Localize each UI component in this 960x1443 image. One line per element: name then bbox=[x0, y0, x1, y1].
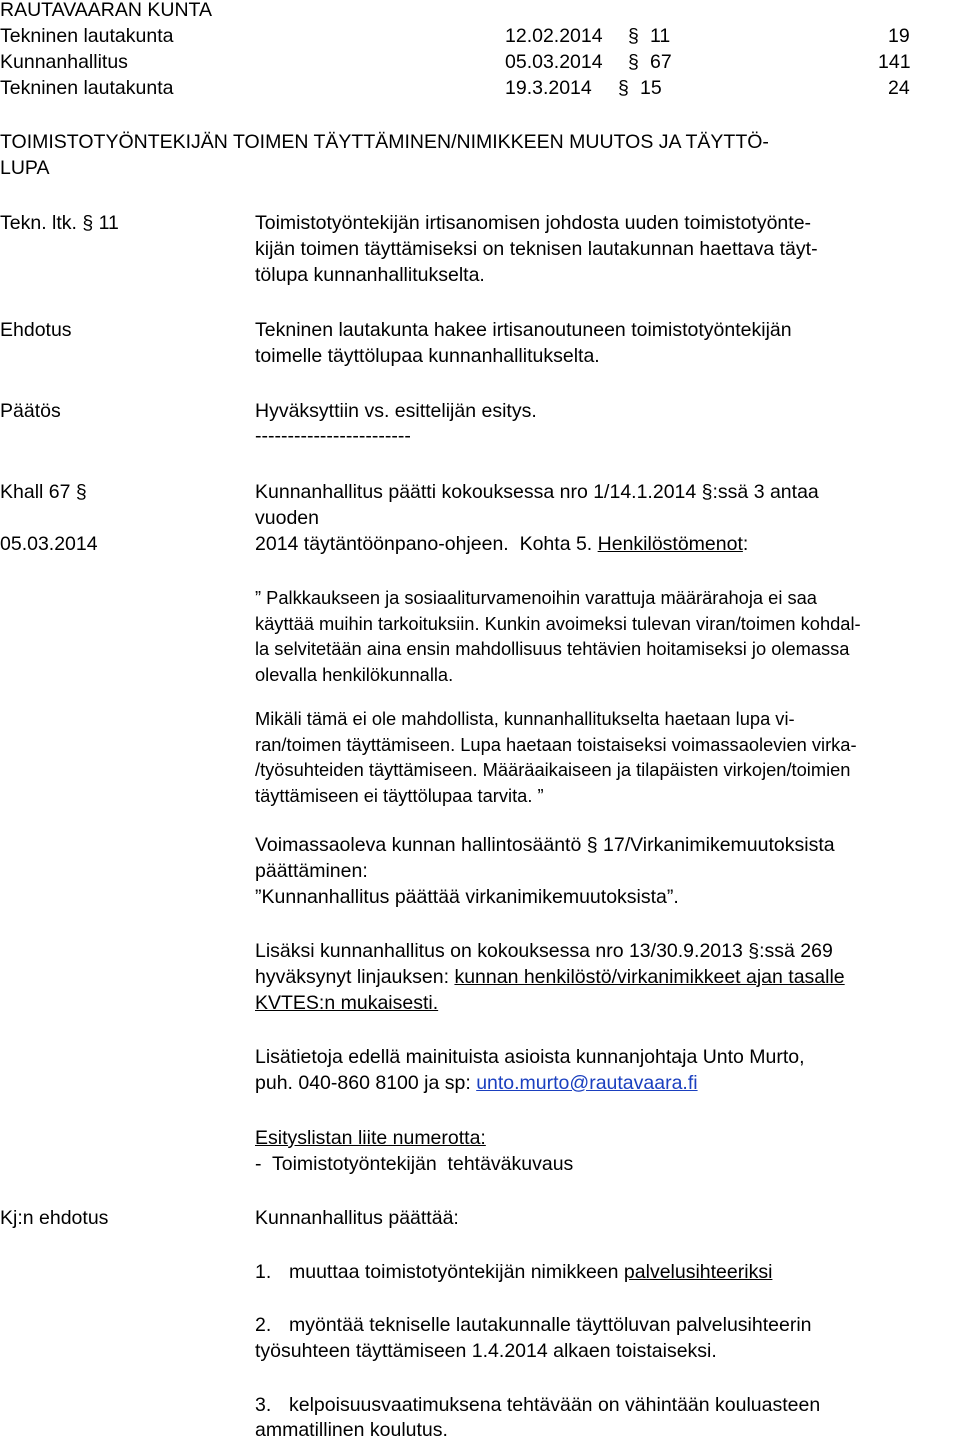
section-number: 11 bbox=[98, 212, 119, 234]
dashed-rule: ------------------------ bbox=[255, 425, 411, 447]
khall-text: 2014 täytäntöönpano-ohjeen. bbox=[255, 533, 509, 555]
organization-name: RAUTAVAARAN KUNTA bbox=[0, 0, 212, 21]
khall-date: 05.03.2014 bbox=[0, 533, 98, 555]
section-sign: § bbox=[618, 77, 629, 99]
list-item-text: ammatillinen koulutus. bbox=[255, 1419, 448, 1441]
quote-line: /työsuhteiden täyttämiseen. Määräaikaiseen ja tilapäisten virkojen/toimien bbox=[255, 759, 851, 780]
list-item-text: muuttaa toimistotyöntekijän nimikkeen bbox=[289, 1261, 619, 1283]
attachment-item: - Toimistotyöntekijän tehtäväkuvaus bbox=[255, 1153, 574, 1175]
khall-label bbox=[0, 479, 87, 505]
contact-line1: Lisätietoja edellä mainituista asioista kunnanjohtaja Unto Murto, bbox=[255, 1046, 805, 1068]
khall-text: Kunnanhallitus päätti kokouksessa nro 1/14.1.2014 bbox=[255, 481, 697, 503]
tekn-label bbox=[0, 210, 119, 236]
section-number: 67 bbox=[650, 51, 672, 73]
khall-text-line2 bbox=[255, 531, 748, 557]
section-sign: § bbox=[75, 481, 87, 503]
page-number: 19 bbox=[888, 25, 910, 47]
quote-line: ” Palkkaukseen ja sosiaaliturvamenoihin varattuja määrärahoja ei saa bbox=[255, 587, 817, 608]
attachment-heading: Esityslistan liite numerotta: bbox=[255, 1127, 486, 1149]
section-sign: § bbox=[701, 481, 713, 503]
khall-text-line1c: vuoden bbox=[255, 507, 319, 529]
khall-text: : bbox=[742, 533, 749, 555]
list-item-number: 2. bbox=[255, 1314, 272, 1336]
ehdotus-text-line: toimelle täyttölupaa kunnanhallitukselta. bbox=[255, 345, 600, 367]
page-number: 141 bbox=[878, 51, 911, 73]
meeting-date: 19.3.2014 bbox=[505, 77, 592, 99]
lisaksi-text: Lisäksi kunnanhallitus on kokouksessa nro 13/30.9.2013 bbox=[255, 940, 743, 962]
khall-section: Khall 67 bbox=[0, 481, 71, 503]
hallinto-line1 bbox=[255, 832, 835, 858]
lisaksi-line3: KVTES:n mukaisesti. bbox=[255, 992, 439, 1014]
quote-line: käyttää muihin tarkoituksiin. Kunkin avoimeksi tulevan viran/toimen kohdal- bbox=[255, 612, 861, 634]
paatos-label: Päätös bbox=[0, 400, 61, 422]
ehdotus-text-line: Tekninen lautakunta hakee irtisanoutuneen toimistotyöntekijän bbox=[255, 319, 792, 341]
list-item-text: myöntää tekniselle lautakunnalle täyttöluvan palvelusihteerin bbox=[289, 1314, 812, 1336]
underlined-text: palvelusihteeriksi bbox=[623, 1261, 773, 1283]
hallinto-text: 17/Virkanimikemuutoksista bbox=[603, 834, 835, 856]
contact-text: puh. 040-860 8100 ja sp: bbox=[255, 1072, 471, 1094]
tekn-text-line: Toimistotyöntekijän irtisanomisen johdosta uuden toimistotyönte- bbox=[255, 212, 812, 234]
list-item-number: 3. bbox=[255, 1394, 272, 1416]
section-sign: § bbox=[82, 212, 94, 234]
hallinto-line2: päättäminen: bbox=[255, 860, 368, 882]
list-item-text: kelpoisuusvaatimuksena tehtävään on vähintään kouluasteen bbox=[289, 1394, 821, 1416]
underlined-text: kunnan henkilöstö/virkanimikkeet ajan tasalle bbox=[454, 966, 845, 988]
lisaksi-text: :ssä 269 bbox=[759, 940, 833, 962]
meeting-body: Kunnanhallitus bbox=[0, 51, 128, 73]
section-sign: § bbox=[748, 940, 760, 962]
kj-label: Kj:n ehdotus bbox=[0, 1207, 109, 1229]
meeting-date: 12.02.2014 bbox=[505, 25, 603, 47]
hallinto-line3: ”Kunnanhallitus päättää virkanimikemuutoksista”. bbox=[255, 886, 679, 908]
kj-intro: Kunnanhallitus päättää: bbox=[255, 1207, 459, 1229]
meeting-date: 05.03.2014 bbox=[505, 51, 603, 73]
lisaksi-line2 bbox=[255, 964, 845, 990]
quote-line: Mikäli tämä ei ole mahdollista, kunnanhallitukselta haetaan lupa vi- bbox=[255, 708, 795, 729]
page-number: 24 bbox=[888, 77, 910, 99]
contact-line2 bbox=[255, 1070, 698, 1096]
document-title-line1: TOIMISTOTYÖNTEKIJÄN TOIMEN TÄYTTÄMINEN/NIMIKKEEN MUUTOS JA TÄYTTÖ- bbox=[0, 131, 769, 153]
hallinto-text: Voimassaoleva kunnan hallintosääntö bbox=[255, 834, 582, 856]
email-link[interactable]: unto.murto@rautavaara.fi bbox=[476, 1072, 698, 1094]
section-number: 11 bbox=[650, 25, 671, 47]
khall-text: Kohta 5. bbox=[519, 533, 593, 555]
section-sign: § bbox=[628, 25, 639, 47]
khall-text-line1 bbox=[255, 479, 819, 505]
tekn-text-line: tölupa kunnanhallitukselta. bbox=[255, 264, 485, 286]
meeting-body: Tekninen lautakunta bbox=[0, 25, 174, 47]
paatos-text: Hyväksyttiin vs. esittelijän esitys. bbox=[255, 400, 537, 422]
khall-text: :ssä 3 antaa bbox=[712, 481, 819, 503]
list-item-text: työsuhteen täyttämiseen 1.4.2014 alkaen toistaiseksi. bbox=[255, 1340, 717, 1362]
lisaksi-text: hyväksynyt linjauksen: bbox=[255, 966, 450, 988]
section-number: 15 bbox=[640, 77, 662, 99]
quote-block-1 bbox=[255, 585, 861, 687]
list-item-text bbox=[289, 1259, 772, 1285]
section-sign: § bbox=[628, 51, 639, 73]
ehdotus-label: Ehdotus bbox=[0, 319, 72, 341]
underlined-heading: Henkilöstömenot bbox=[597, 533, 743, 555]
lisaksi-line1 bbox=[255, 938, 833, 964]
list-item-number: 1. bbox=[255, 1261, 272, 1283]
tekn-body: Tekn. ltk. bbox=[0, 212, 77, 234]
meeting-body: Tekninen lautakunta bbox=[0, 77, 174, 99]
quote-block-2 bbox=[255, 706, 857, 808]
section-sign: § bbox=[586, 834, 598, 856]
document-title-line2: LUPA bbox=[0, 157, 50, 179]
quote-line: la selvitetään aina ensin mahdollisuus tehtävien hoitamiseksi jo olemassa bbox=[255, 638, 850, 659]
tekn-text-line: kijän toimen täyttämiseksi on teknisen lautakunnan haettava täyt- bbox=[255, 238, 818, 260]
quote-line: olevalla henkilökunnalla. bbox=[255, 663, 454, 685]
quote-line: täyttämiseen ei täyttölupaa tarvita. ” bbox=[255, 784, 544, 806]
quote-line: ran/toimen täyttämiseen. Lupa haetaan toistaiseksi voimassaolevien virka- bbox=[255, 733, 857, 755]
